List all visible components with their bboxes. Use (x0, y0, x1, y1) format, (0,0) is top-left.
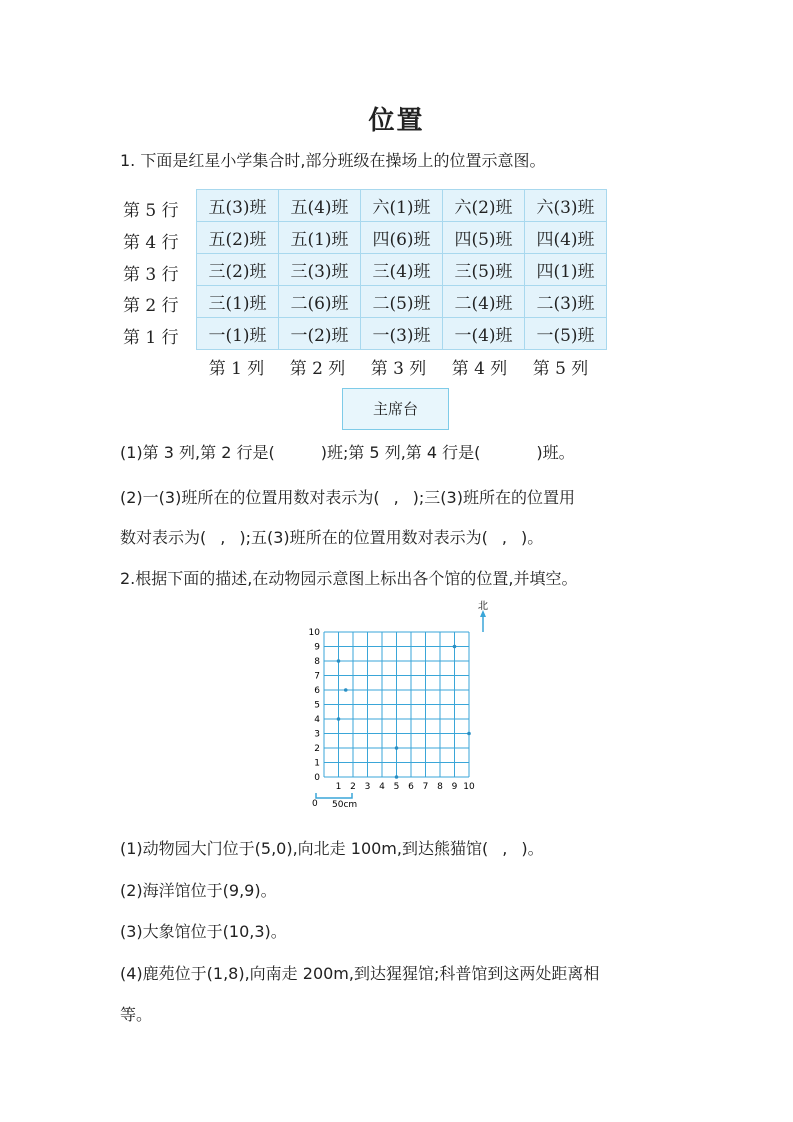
col-label-3: 第 3 列 (370, 359, 427, 379)
x-tick-label: 2 (350, 782, 356, 792)
grid-point (337, 659, 341, 663)
table-cell: 二(5)班 (361, 286, 443, 318)
table-cell: 五(1)班 (279, 222, 361, 254)
sub2-comma: , (501, 528, 507, 547)
y-tick-label: 5 (314, 700, 320, 711)
table-cell: 四(5)班 (443, 222, 525, 254)
x-tick-label: 3 (364, 782, 371, 792)
grid-point (395, 775, 399, 779)
sub1-text-c: )班。 (536, 443, 575, 462)
table-cell: 三(1)班 (197, 286, 279, 318)
question-1-sub-2-line-2 (120, 525, 543, 548)
sub1-text-b: )班;第 5 列,第 4 行是( (320, 443, 481, 462)
table-cell: 二(4)班 (443, 286, 525, 318)
page-title: 位置 (368, 106, 425, 136)
sub2-comma: , (393, 488, 399, 507)
col-label-1: 第 1 列 (208, 359, 265, 379)
row-label-4: 第 4 行 (123, 233, 179, 253)
y-tick-label: 7 (314, 671, 320, 682)
x-axis-ticks (336, 782, 475, 792)
question-1-sub-1 (120, 440, 575, 463)
item1-comma: , (502, 839, 508, 858)
grid-point (337, 717, 341, 721)
x-tick-label: 1 (335, 782, 342, 792)
table-cell: 四(4)班 (525, 222, 607, 254)
table-cell: 三(3)班 (279, 254, 361, 286)
y-tick-label: 8 (314, 657, 320, 667)
sub1-text-a: (1)第 3 列,第 2 行是( (120, 443, 275, 462)
y-tick-label: 1 (314, 758, 320, 769)
table-cell: 二(6)班 (279, 286, 361, 318)
question-2-intro: 2.根据下面的描述,在动物园示意图上标出各个馆的位置,并填空。 (120, 569, 578, 588)
scale-bar (316, 793, 352, 798)
item1-text-a: (1)动物园大门位于(5,0),向北走 100m,到达熊猫馆( (120, 839, 489, 858)
sub2-comma: , (220, 528, 226, 547)
table-cell: 二(3)班 (525, 286, 607, 318)
x-tick-label: 10 (463, 782, 475, 792)
table-cell: 五(4)班 (279, 190, 361, 222)
class-position-table (196, 189, 607, 350)
stage-box: 主席台 (342, 388, 449, 430)
question-2-item-3: (3)大象馆位于(10,3)。 (120, 922, 287, 941)
col-label-4: 第 4 列 (451, 359, 508, 379)
grid-point (453, 645, 457, 649)
grid-points (337, 645, 471, 779)
row-label-2: 第 2 行 (123, 296, 179, 316)
y-tick-label: 0 (314, 773, 320, 783)
table-cell: 六(2)班 (443, 190, 525, 222)
scale-zero-label: 0 (312, 799, 318, 809)
table-cell: 四(1)班 (525, 254, 607, 286)
y-axis-ticks (309, 628, 321, 783)
y-tick-label: 10 (308, 628, 320, 638)
table-row (197, 286, 607, 318)
table-cell: 五(3)班 (197, 190, 279, 222)
grid-point (395, 746, 399, 750)
y-tick-label: 3 (314, 729, 320, 740)
sub2-text-d: 数对表示为( (120, 528, 207, 547)
sub2-text-a: (2)一(3)班所在的位置用数对表示为( (120, 488, 380, 507)
table-row (197, 318, 607, 350)
table-cell: 五(2)班 (197, 222, 279, 254)
north-label: 北 (478, 601, 488, 612)
x-tick-label: 8 (437, 782, 443, 792)
table-row (197, 222, 607, 254)
table-row (197, 254, 607, 286)
row-label-3: 第 3 行 (123, 265, 179, 285)
question-2-item-1 (120, 836, 544, 859)
question-1-sub-2-line-1 (120, 485, 575, 508)
table-cell: 六(1)班 (361, 190, 443, 222)
x-tick-label: 7 (422, 782, 429, 792)
table-cell: 一(5)班 (525, 318, 607, 350)
sub2-text-f: );五(3)班所在的位置用数对表示为( (239, 528, 488, 547)
table-cell: 六(3)班 (525, 190, 607, 222)
x-tick-label: 6 (408, 782, 414, 792)
table-cell: 一(4)班 (443, 318, 525, 350)
table-cell: 四(6)班 (361, 222, 443, 254)
y-tick-label: 4 (314, 715, 320, 725)
table-cell: 一(2)班 (279, 318, 361, 350)
y-tick-label: 9 (314, 642, 320, 653)
grid-point (467, 732, 471, 736)
grid-point (344, 688, 348, 692)
scale-label: 50cm (332, 800, 358, 810)
y-tick-label: 2 (314, 744, 320, 754)
table-cell: 一(1)班 (197, 318, 279, 350)
grid-lines (324, 632, 469, 777)
question-1-intro: 1. 下面是红星小学集合时,部分班级在操场上的位置示意图。 (120, 151, 546, 170)
y-tick-label: 6 (314, 686, 320, 696)
table-cell: 三(5)班 (443, 254, 525, 286)
row-label-1: 第 1 行 (123, 328, 179, 348)
item1-text-c: )。 (521, 839, 544, 858)
row-label-5: 第 5 行 (123, 201, 179, 221)
question-2-item-4-line-2: 等。 (120, 1005, 153, 1024)
question-2-item-2: (2)海洋馆位于(9,9)。 (120, 881, 277, 900)
col-label-5: 第 5 列 (532, 359, 589, 379)
zoo-map-grid (300, 600, 500, 810)
table-cell: 三(2)班 (197, 254, 279, 286)
col-label-2: 第 2 列 (289, 359, 346, 379)
x-tick-label: 4 (379, 782, 385, 792)
table-cell: 三(4)班 (361, 254, 443, 286)
sub2-text-c: );三(3)班所在的位置用 (412, 488, 575, 507)
x-tick-label: 5 (393, 782, 400, 792)
question-2-item-4-line-1: (4)鹿苑位于(1,8),向南走 200m,到达猩猩馆;科普馆到这两处距离相 (120, 964, 600, 983)
sub2-text-h: )。 (520, 528, 544, 547)
x-tick-label: 9 (451, 782, 458, 792)
table-row (197, 190, 607, 222)
table-cell: 一(3)班 (361, 318, 443, 350)
